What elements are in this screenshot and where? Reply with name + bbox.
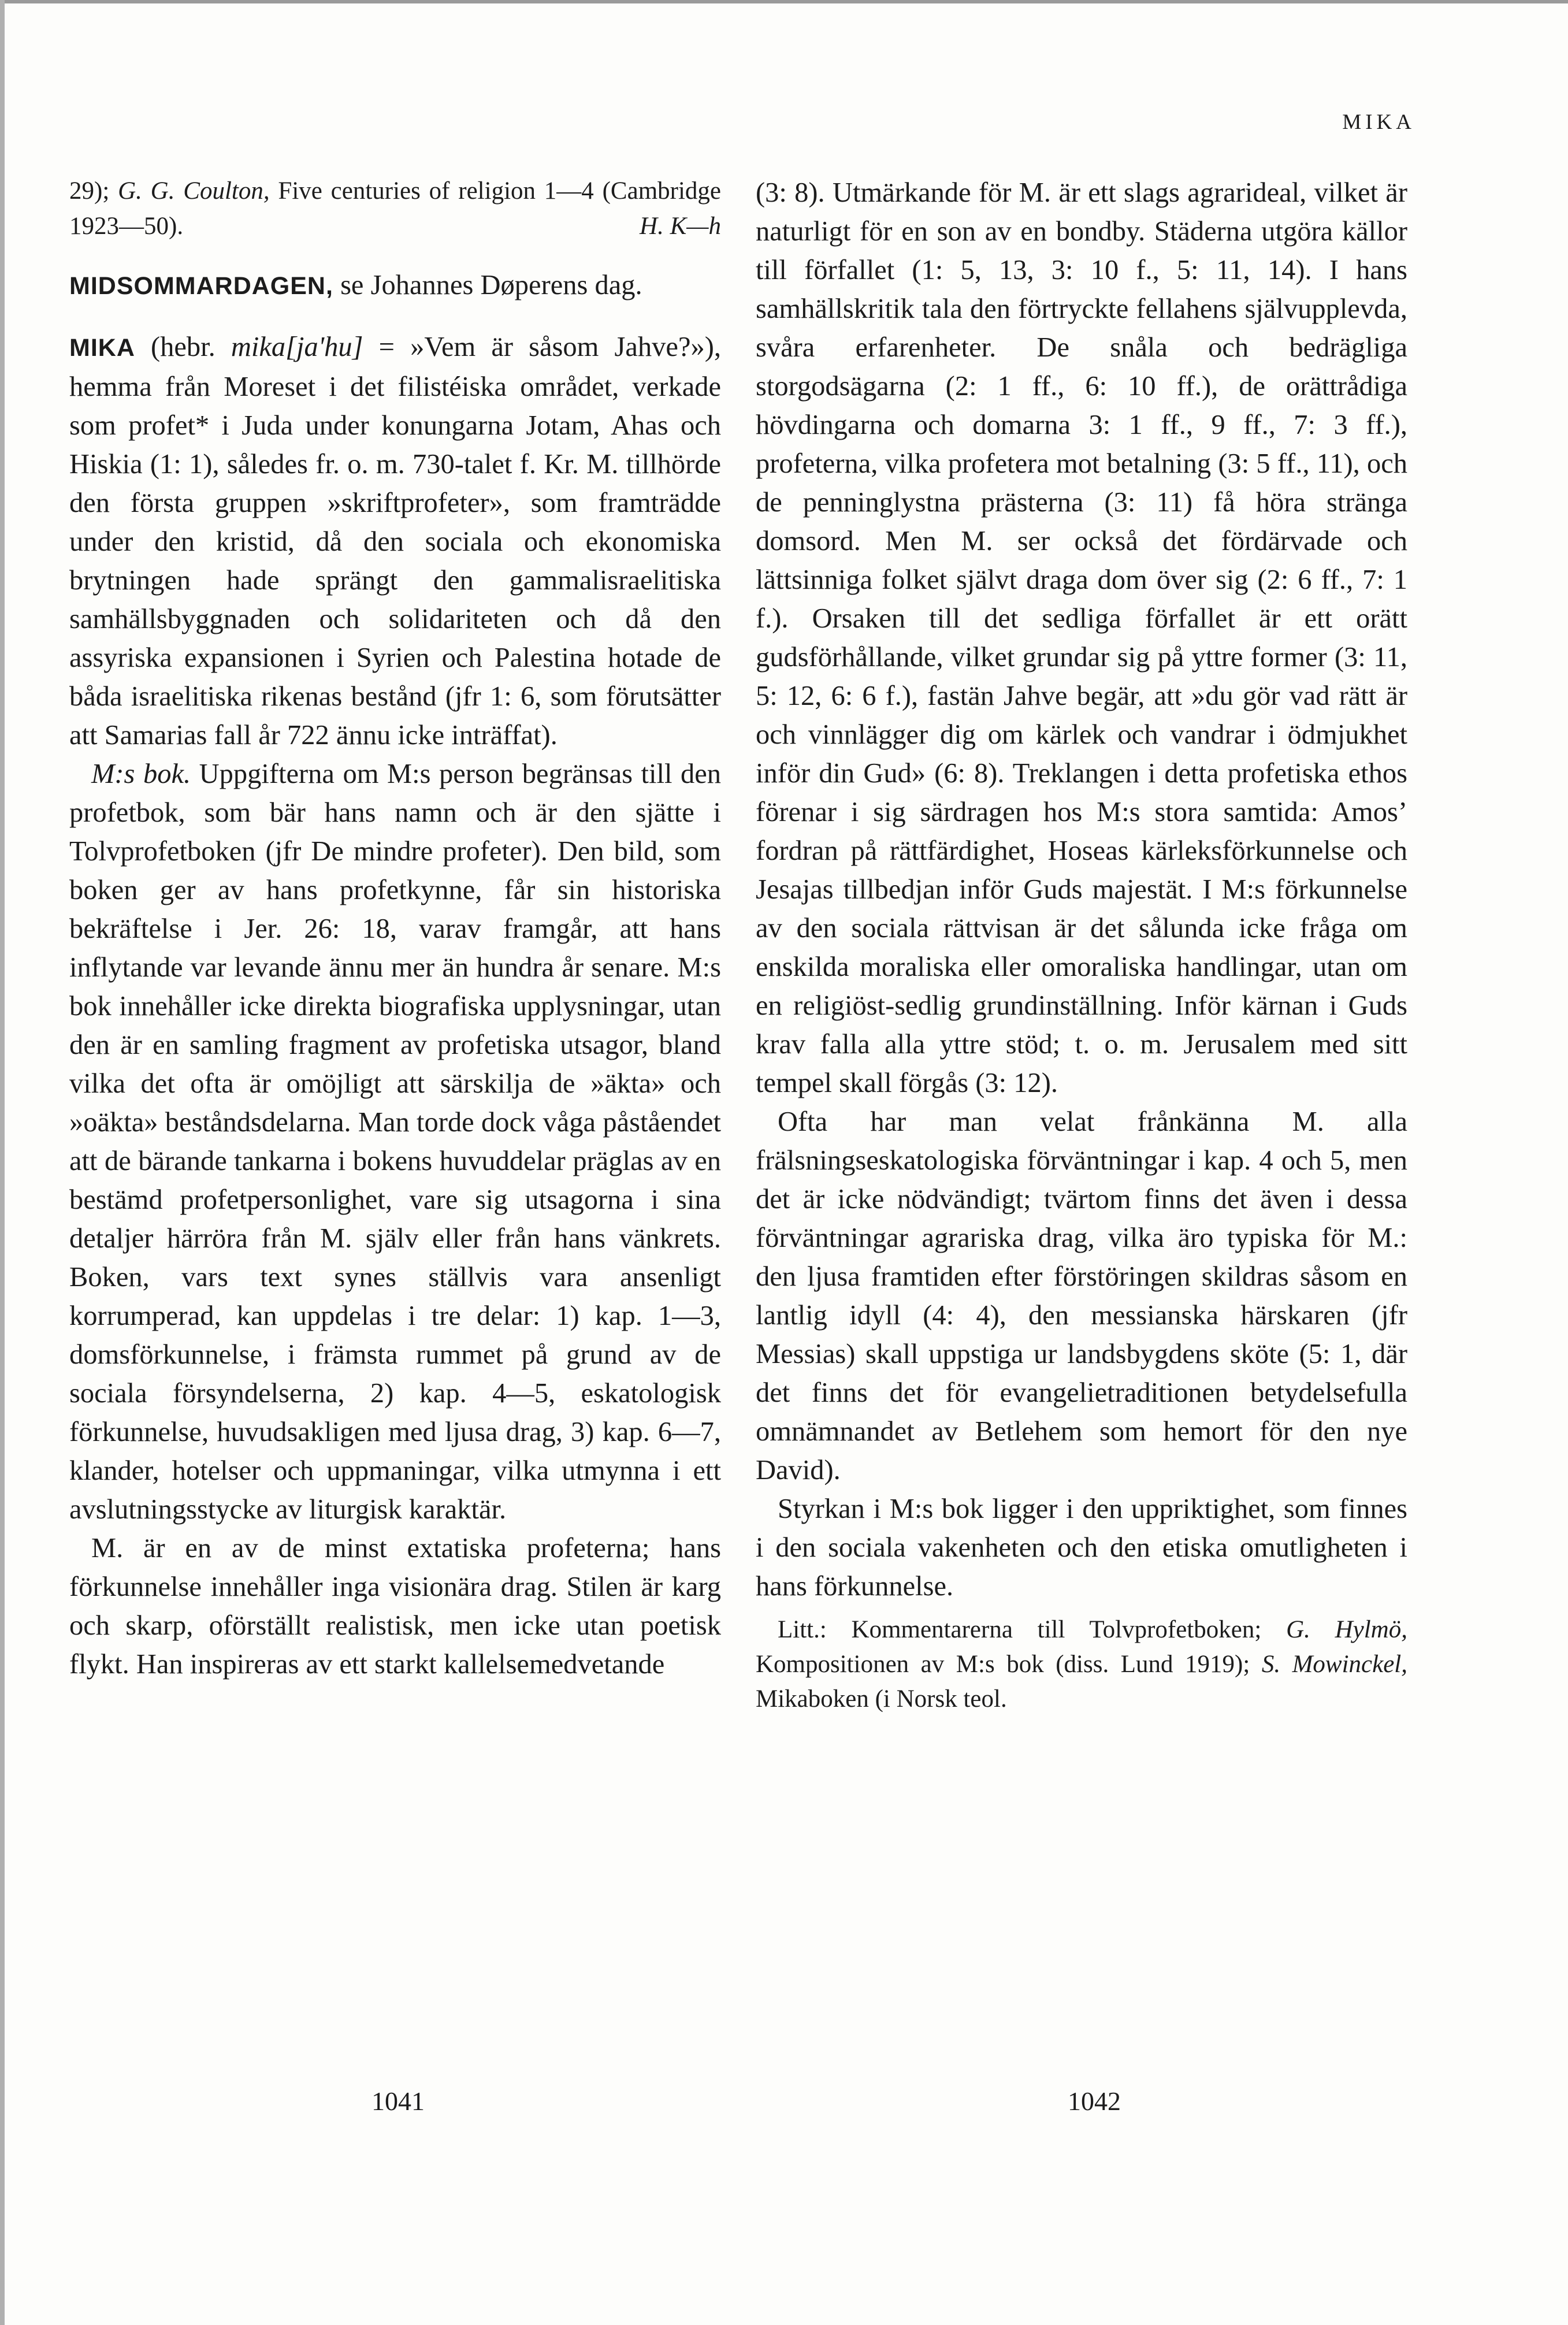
section-title: M:s bok. [91,759,191,789]
page-left-edge [0,0,5,2325]
literature-author: G. Hylmö, [1286,1616,1407,1643]
literature-label: Litt.: [778,1616,827,1643]
entry-headword: MIDSOMMARDAGEN, [69,272,333,300]
page-number-right: 1042 [1068,2086,1121,2116]
right-column [756,173,1407,1717]
reference-continuation: 29); G. G. Coulton, Five centuries of religion 1—4 (Cambridge 1923—50). H. K—h [69,173,721,244]
entry-mika: MIKA (hebr. mika[ja'hu] = »Vem är såsom Jahve?»), hemma från Moreset i det filistéiska området, verkade som profet* i Juda under konungarna Jotam, Ahas och Hiskia (1: 1), således fr. o. m. 730-talet f. Kr. M. tillhörde den första gruppen »skriftprofeter», som framträdde under den kristid, då den sociala och ekonomiska brytningen hade sprängt den gammalisraelitiska samhällsbyggnaden och solidariteten och då den assyriska expansionen i Syrien och Palestina hotade de båda israelitiska rikenas bestånd (jfr 1: 6, som förutsätter att Samarias fall år 722 ännu icke inträffat). [69,332,721,751]
paragraph: M. är en av de minst extatiska profeterna; hans förkunnelse innehåller inga visionära drag. Stilen är karg och skarp, oförställt realistisk, men icke utan poetisk flykt. Han inspireras av ett starkt kallelsemedvetande [69,1533,721,1680]
page-top-edge [0,0,1568,3]
author-signature: H. K—h [640,213,721,240]
literature-author: S. Mowinckel, [1261,1651,1407,1678]
paragraph: (3: 8). Utmärkande för M. är ett slags agrarideal, vilket är naturligt för en son av en bondby. Städerna utgöra källor till förfallet (1: 5, 13, 3: 10 f., 5: 11, 14). I hans samhällskritik tala den förtryckte fellahens självupplevda, svåra erfarenheter. De snåla och bedrägliga storgodsägarna (2: 1 ff., 6: 10 ff.), de orättrådiga hövdingarna och domarna 3: 1 ff., 9 ff., 7: 3 ff.), profeterna, vilka profetera mot betalning (3: 5 ff., 11), och de penninglystna prästerna (3: 11) få höra stränga domsord. Men M. ser också det fördärvade och lättsinniga folket självt draga dom över sig (2: 6 ff., 7: 1 f.). Orsaken till det sedliga förfallet är ett orätt gudsförhållande, vilket grundar sig på yttre former (3: 11, 5: 12, 6: 6 f.), fastän Jahve begär, att »du gör vad rätt är och vinnlägger dig om kärlek och vandrar i ödmjukhet inför din Gud» (6: 8). Treklangen i detta profetiska ethos förenar i sig särdragen hos M:s stora samtida: Amos’ fordran på rättfärdighet, Hoseas kärleksförkunnelse och Jesajas tillbedjan inför Guds majestät. I M:s förkunnelse av den sociala rättvisan är det sålunda icke fråga om enskilda moraliska eller omoraliska handlingar, utan om en religiöst-sedlig grundinställning. Inför kärnan i Guds krav falla alla yttre stöd; t. o. m. Jerusalem med sitt tempel skall förgås (3: 12). [756,177,1407,1098]
paragraph: Styrkan i M:s bok ligger i den uppriktighet, som finnes i den sociala vakenheten och den etiska omutligheten i hans förkunnelse. [756,1494,1407,1602]
reference-author: G. G. Coulton, [118,177,270,205]
running-head: MIKA [1342,110,1415,134]
literature-list: Litt.: Kommentarerna till Tolvprofetboken; G. Hylmö, Kompositionen av M:s bok (diss. Lund 1919); S. Mowinckel, Mikaboken (i Norsk teol. [756,1616,1407,1713]
paragraph: Ofta har man velat frånkänna M. alla frälsningseskatologiska förväntningar i kap. 4 och 5, men det är icke nödvändigt; tvärtom finns det även i dessa förväntningar agrariska drag, vilka äro typiska för M.: den ljusa framtiden efter förstöringen skildras såsom en lantlig idyll (4: 4), den messianska härskaren (jfr Messias) skall uppstiga ur landsbygdens sköte (5: 1, där det finns det för evangelietraditionen betydelsefulla omnämnandet av Betlehem som hemort för den nye David). [756,1106,1407,1485]
left-column [69,173,721,1684]
paragraph-mikas-bok: M:s bok. Uppgifterna om M:s person begränsas till den profetbok, som bär hans namn och är den sjätte i Tolvprofetboken (jfr De mindre profeter). Den bild, som boken ger av hans profetkynne, får sin historiska bekräftelse i Jer. 26: 18, varav framgår, att hans inflytande var levande ännu mer än hundra år senare. M:s bok innehåller icke direkta biografiska upplysningar, utan den är en samling fragment av profetiska utsagor, bland vilka det ofta är omöjligt att särskilja de »äkta» och »oäkta» beståndsdelarna. Man torde dock våga påståendet att de bärande tankarna i bokens huvuddelar präglas av en bestämd profetpersonlighet, vare sig utsagorna i sina detaljer härröra från M. själv eller från hans vänkrets. Boken, vars text synes ställvis vara ansenligt korrumperad, kan uppdelas i tre delar: 1) kap. 1—3, domsförkunnelse, i främsta rummet på grund av de sociala försyndelserna, 2) kap. 4—5, eskatologisk förkunnelse, huvudsakligen med ljusa drag, 3) kap. 6—7, klander, hotelser och uppmaningar, vilka utmynna i ett avslutningsstycke av liturgisk karaktär. [69,759,721,1525]
hebrew-form: mika[ja'hu] [231,332,363,362]
entry-midsommardagen: MIDSOMMARDAGEN, se Johannes Døperens dag. [69,270,642,300]
page-number-left: 1041 [371,2086,425,2116]
entry-headword: MIKA [69,334,135,362]
